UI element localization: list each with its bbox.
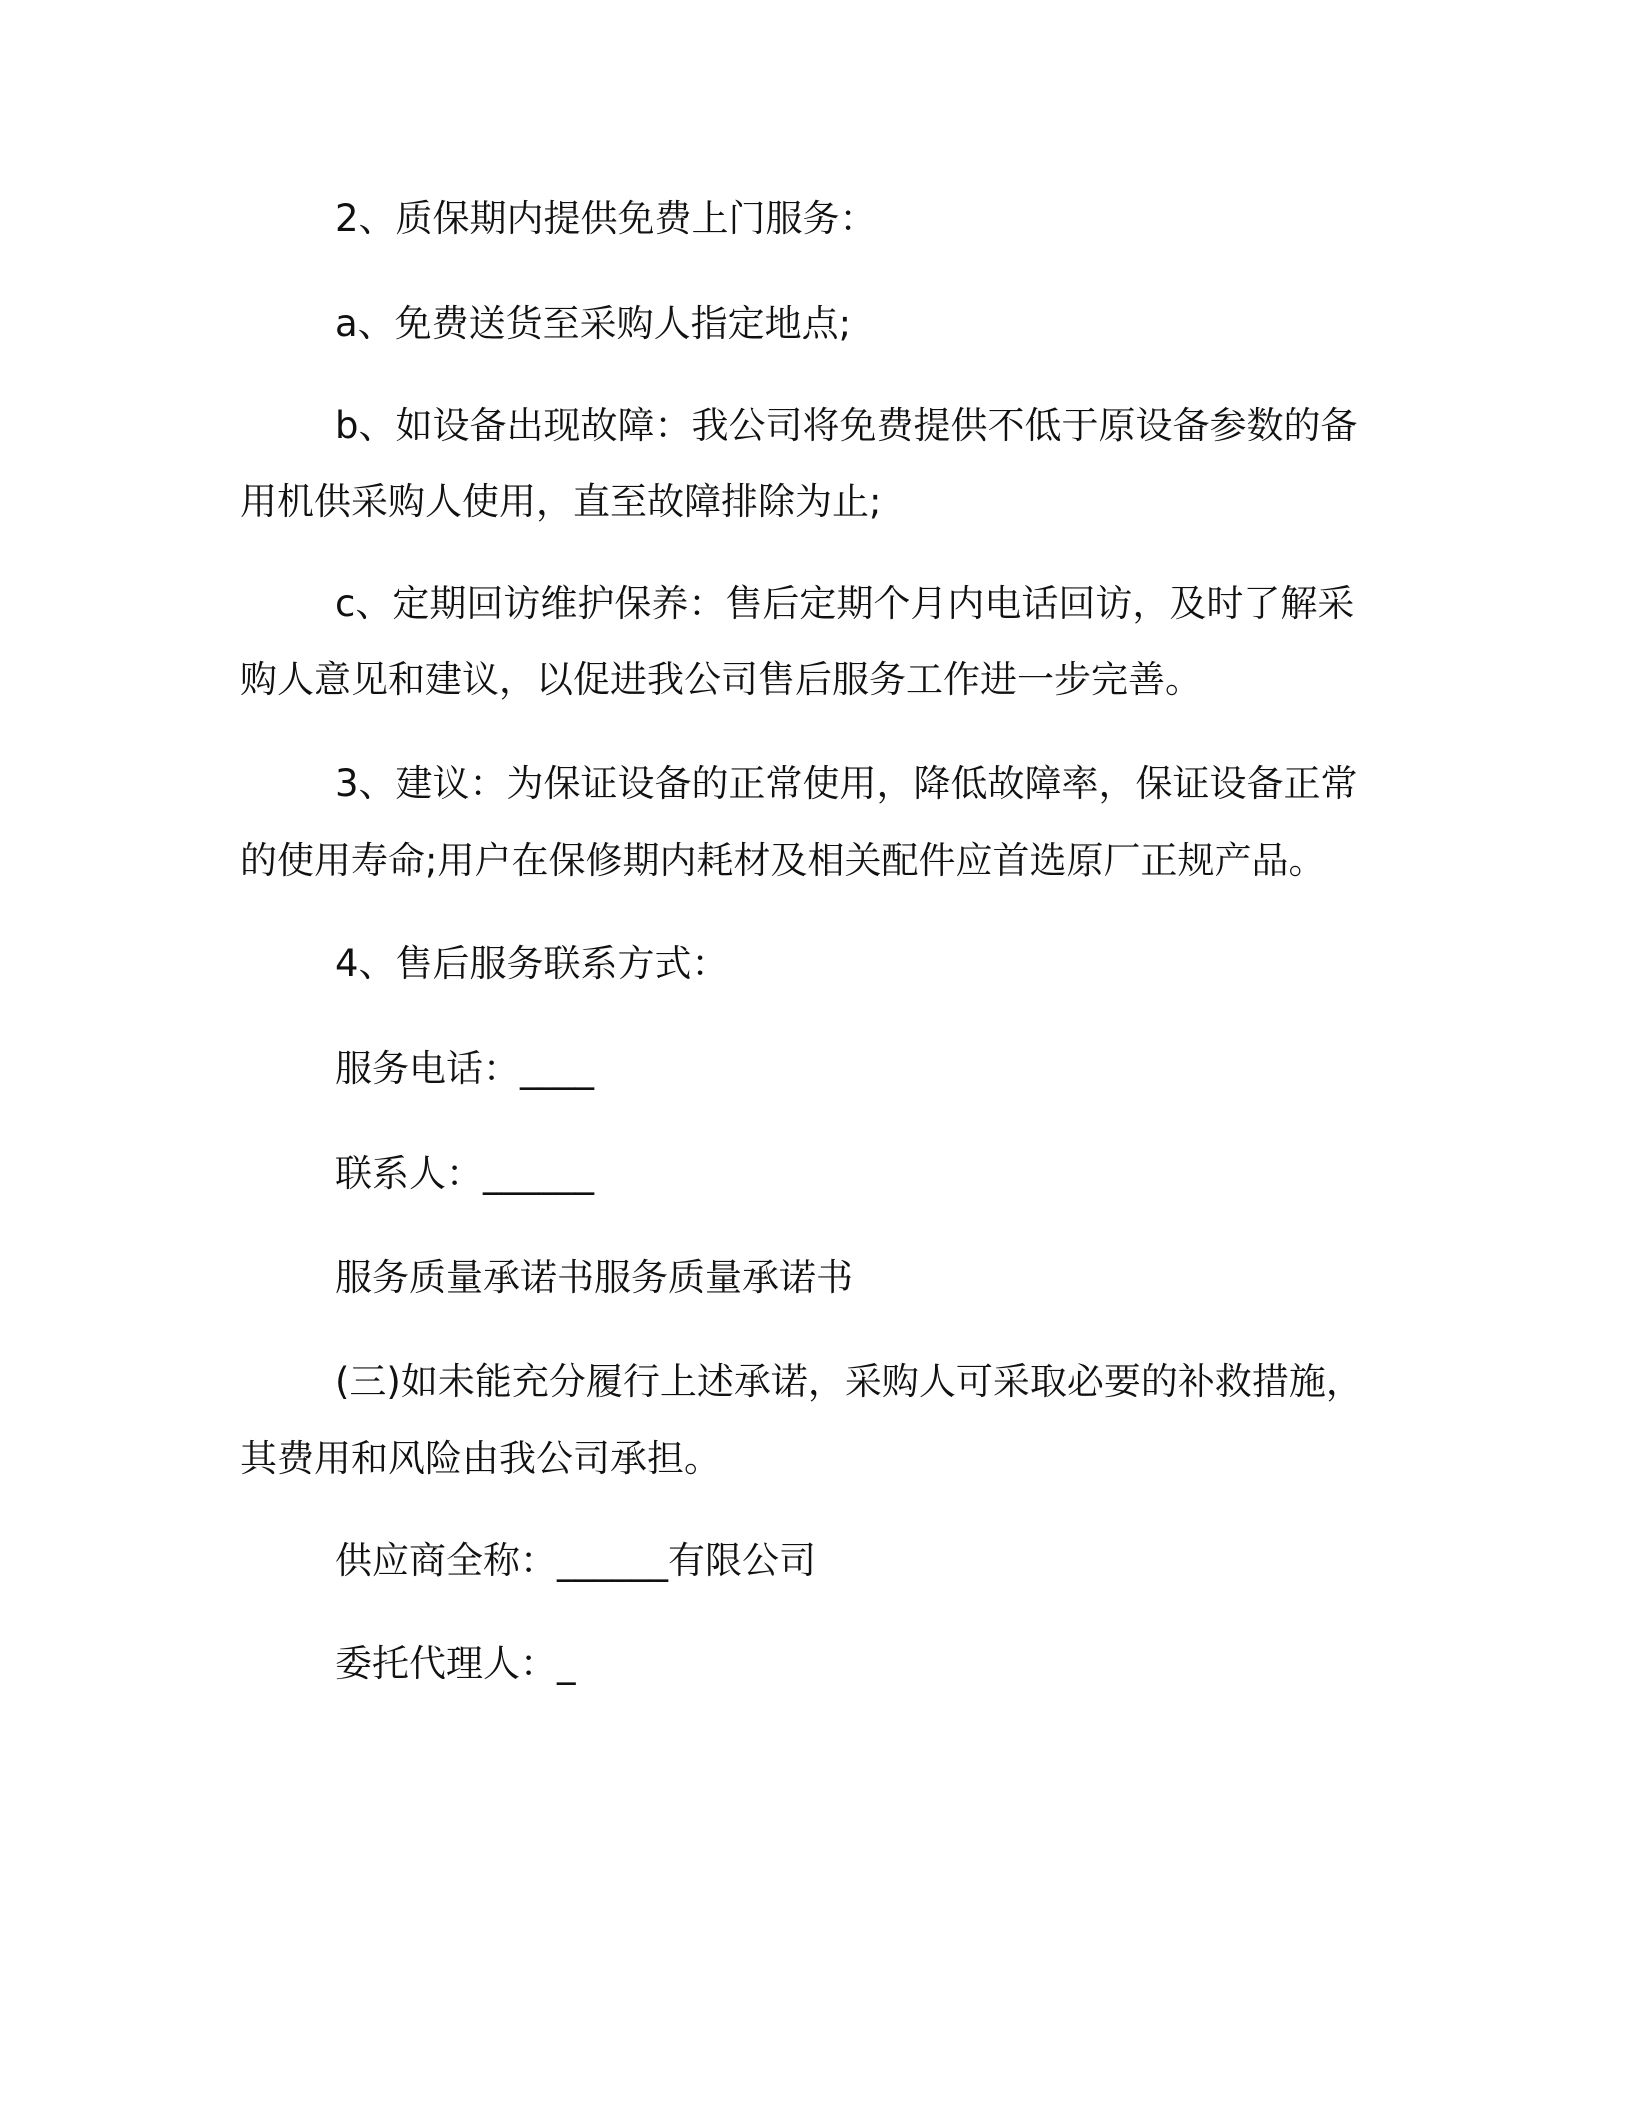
- item-4-contact-heading: 4、售后服务联系方式：: [335, 942, 729, 985]
- item-c-maintenance-line2: 购人意见和建议，以促进我公司售后服务工作进一步完善。: [240, 658, 1202, 701]
- item-2-warranty-service: 2、质保期内提供免费上门服务：: [335, 197, 877, 240]
- item-a-free-delivery: a、免费送货至采购人指定地点;: [335, 302, 852, 345]
- commitment-title: 服务质量承诺书服务质量承诺书: [335, 1256, 853, 1299]
- supplier-name-line: 供应商全称：______有限公司: [335, 1539, 816, 1582]
- item-3-suggestion-line2: 的使用寿命;用户在保修期内耗材及相关配件应首选原厂正规产品。: [240, 839, 1326, 882]
- item-3-remedy-line1: (三)如未能充分履行上述承诺，采购人可采取必要的补救措施，: [335, 1360, 1363, 1403]
- contact-person-line: 联系人：______: [335, 1152, 594, 1195]
- item-3-suggestion-line1: 3、建议：为保证设备的正常使用，降低故障率，保证设备正常: [335, 762, 1358, 805]
- authorized-agent-line: 委托代理人：_: [335, 1642, 576, 1685]
- item-c-maintenance-line1: c、定期回访维护保养：售后定期个月内电话回访，及时了解采: [335, 582, 1355, 625]
- item-b-equipment-fault-line2: 用机供采购人使用，直至故障排除为止;: [240, 480, 882, 523]
- service-phone-line: 服务电话：____: [335, 1047, 594, 1090]
- item-b-equipment-fault-line1: b、如设备出现故障：我公司将免费提供不低于原设备参数的备: [335, 404, 1358, 447]
- item-3-remedy-line2: 其费用和风险由我公司承担。: [240, 1437, 721, 1480]
